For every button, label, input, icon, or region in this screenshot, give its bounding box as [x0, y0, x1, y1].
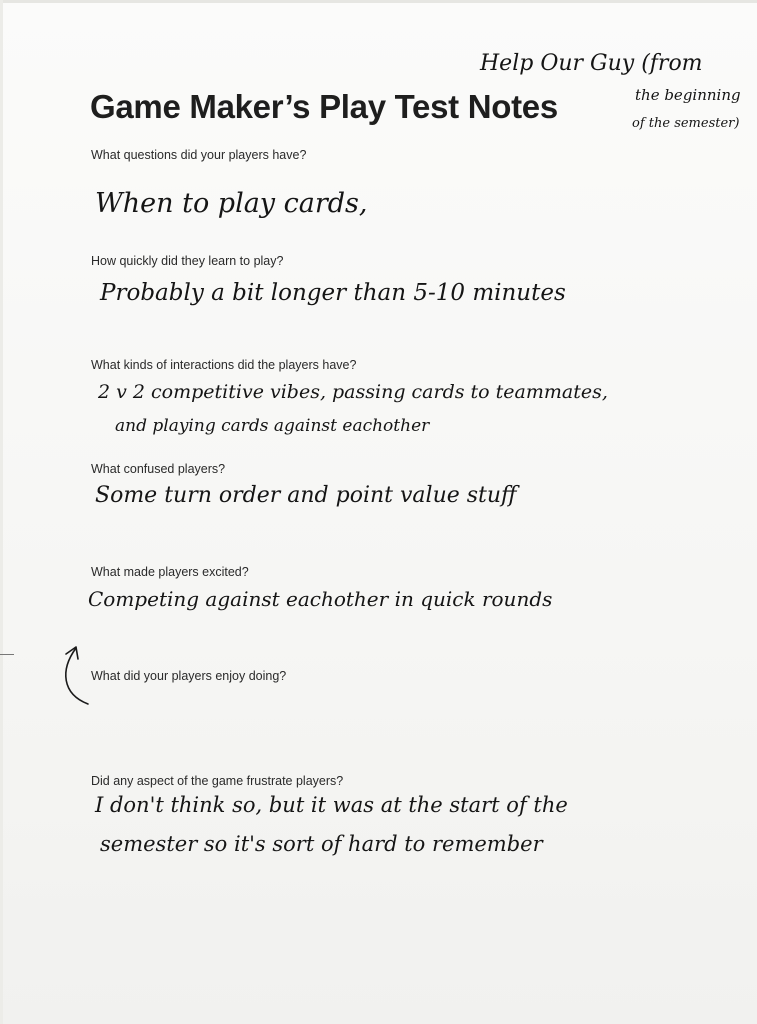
question-confused: What confused players? [91, 462, 226, 476]
corner-note-line-3: of the semester) [632, 116, 740, 131]
answer-confused: Some turn order and point value stuff [95, 483, 517, 508]
page-top-edge [0, 0, 757, 3]
answer-interactions-line-1: 2 v 2 competitive vibes, passing cards to teammates, [98, 381, 608, 403]
answer-excited: Competing against eachother in quick rounds [88, 587, 553, 611]
question-interactions: What kinds of interactions did the players have? [91, 358, 357, 372]
answer-learning-speed: Probably a bit longer than 5-10 minutes [100, 280, 566, 306]
page-title: Game Maker’s Play Test Notes [90, 88, 558, 125]
margin-tick-mark [0, 654, 14, 655]
question-frustrate: Did any aspect of the game frustrate players? [91, 774, 344, 788]
answer-frustrate-line-1: I don't think so, but it was at the start of the [95, 793, 568, 817]
question-players-questions: What questions did your players have? [91, 148, 307, 162]
question-learning-speed: How quickly did they learn to play? [91, 254, 284, 268]
page-left-edge [0, 0, 3, 1024]
corner-note-line-1: Help Our Guy (from [480, 51, 703, 76]
corner-note-line-2: the beginning [635, 86, 741, 104]
question-excited: What made players excited? [91, 565, 249, 579]
question-enjoy: What did your players enjoy doing? [91, 669, 287, 683]
answer-players-questions: When to play cards, [95, 188, 368, 219]
answer-interactions-line-2: and playing cards against eachother [115, 416, 430, 436]
answer-frustrate-line-2: semester so it's sort of hard to remember [100, 832, 543, 856]
